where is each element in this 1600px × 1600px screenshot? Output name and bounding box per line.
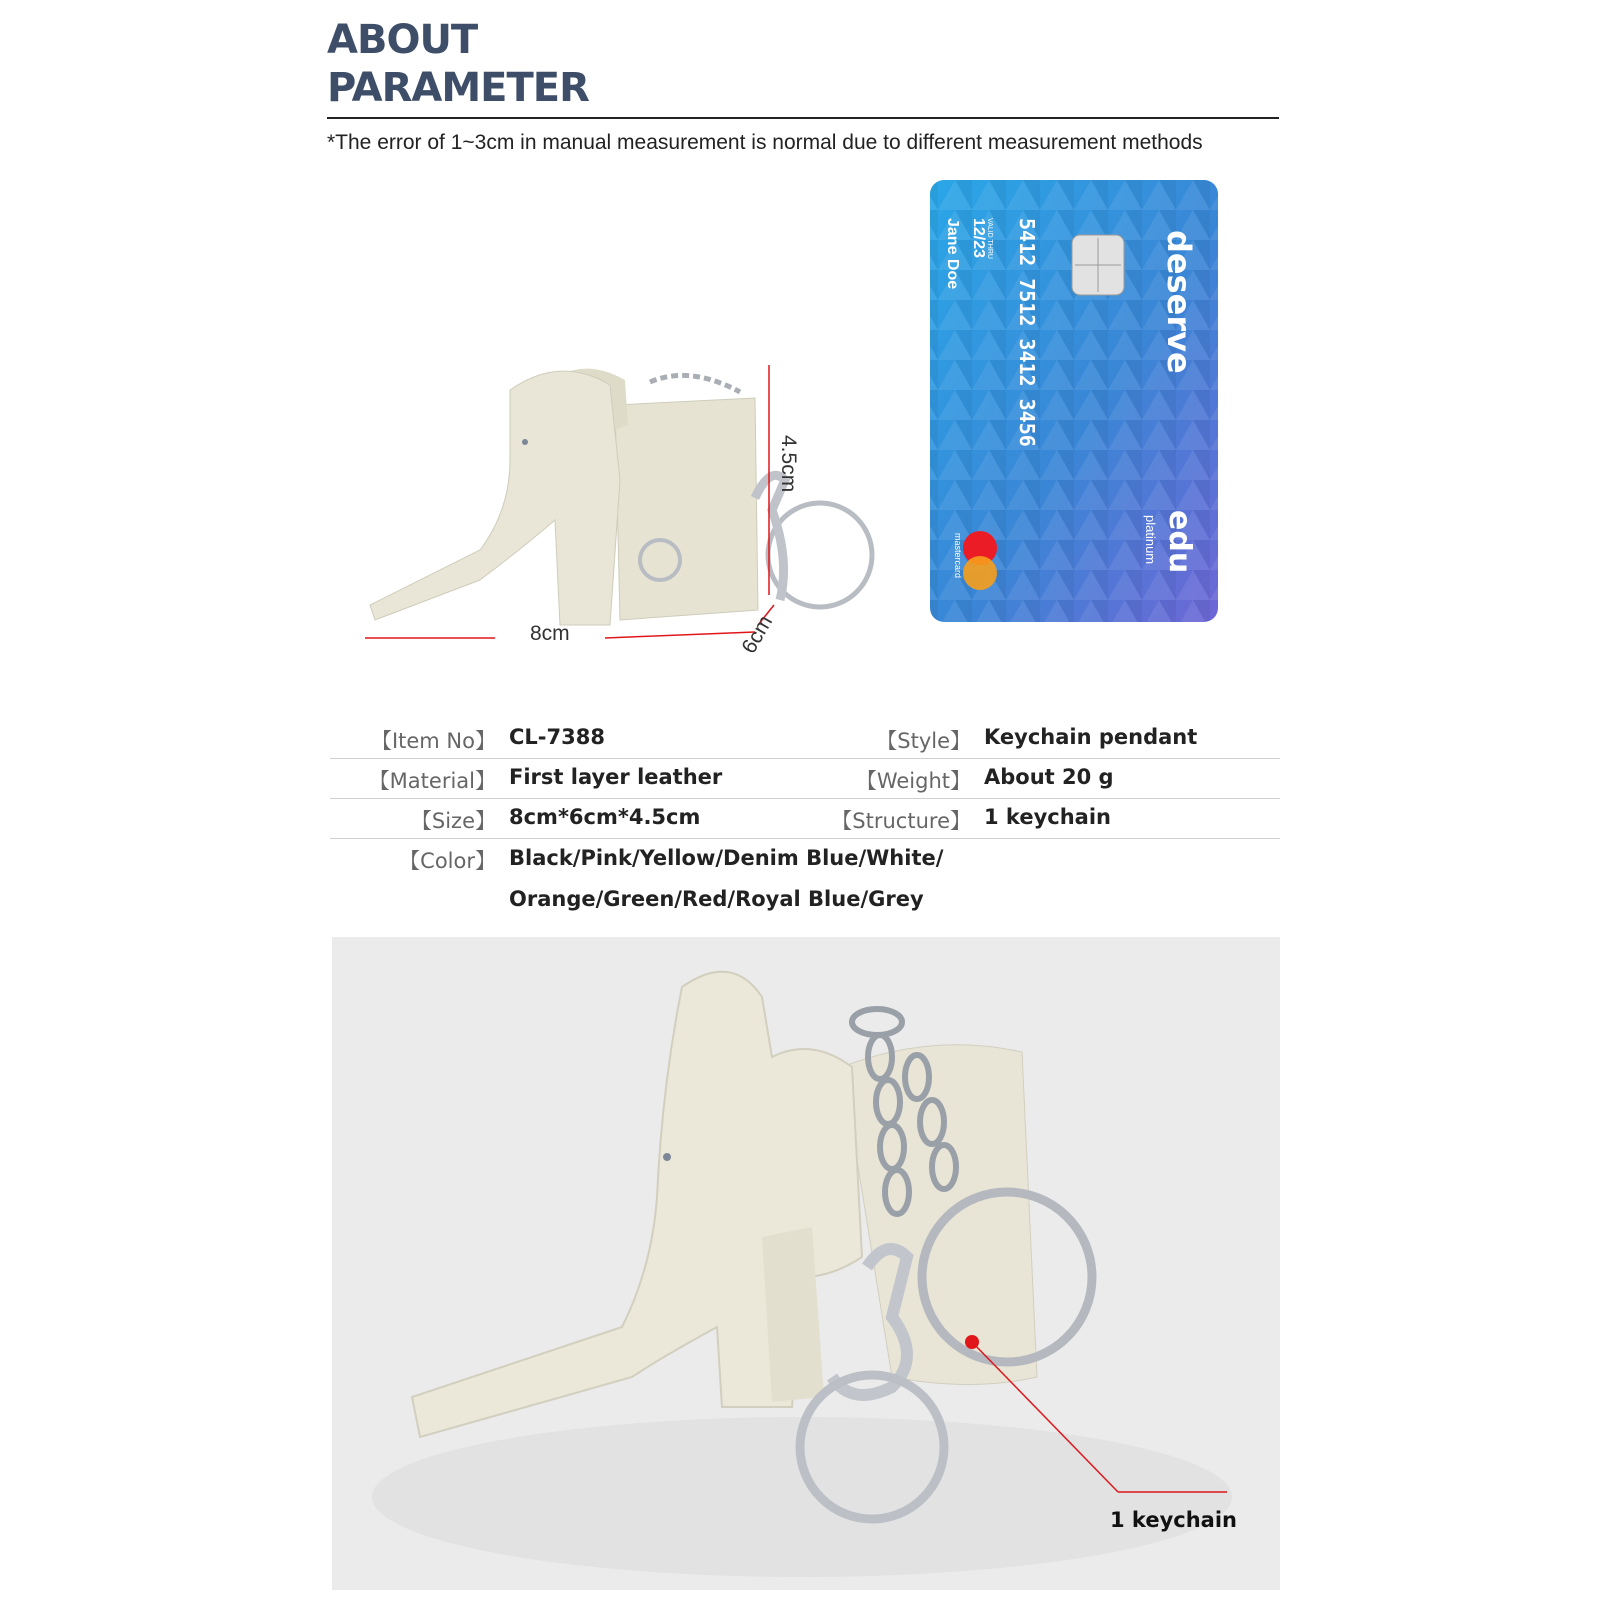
- spec-color-value-line-2: Orange/Green/Red/Royal Blue/Grey: [509, 887, 924, 911]
- card-expiry: 12/23: [970, 218, 987, 259]
- elephant-keychain-closeup-image: [332, 937, 1280, 1590]
- spec-weight-label: 【Weight】: [855, 769, 971, 793]
- spec-item-no-label: 【Item No】: [370, 729, 496, 753]
- spec-size-value: 8cm*6cm*4.5cm: [509, 805, 701, 829]
- elephant-keychain-with-card-image: [360, 180, 1280, 680]
- width-label: 6cm: [737, 611, 778, 658]
- card-network: mastercard: [953, 533, 963, 579]
- product-closeup-photo: [332, 937, 1280, 1590]
- reference-bank-card: [930, 180, 1218, 622]
- card-tier: edu: [1162, 510, 1197, 574]
- spec-row-divider: [330, 838, 1280, 839]
- page-title-line-2: PARAMETER: [327, 65, 589, 111]
- card-holder: Jane Doe: [944, 218, 961, 290]
- spec-color-label: 【Color】: [399, 849, 496, 873]
- length-label: 8cm: [530, 622, 570, 645]
- spec-row-divider: [330, 798, 1280, 799]
- product-size-illustration: [360, 180, 1280, 680]
- spec-style-label: 【Style】: [876, 729, 971, 753]
- page-title-line-1: ABOUT: [327, 17, 478, 63]
- spec-material-value: First layer leather: [509, 765, 723, 789]
- card-tier-sub: platinum: [1143, 515, 1158, 565]
- spec-item-no-value: CL-7388: [509, 725, 605, 749]
- measurement-note: *The error of 1~3cm in manual measurement is normal due to different measurement methods: [327, 131, 1203, 154]
- spec-size-label: 【Size】: [410, 809, 496, 833]
- spec-color-value-line-1: Black/Pink/Yellow/Denim Blue/White/: [509, 846, 944, 870]
- elephant-small: [370, 369, 758, 625]
- height-label: 4.5cm: [777, 435, 800, 493]
- spec-material-label: 【Material】: [368, 769, 496, 793]
- spec-structure-value: 1 keychain: [984, 805, 1111, 829]
- card-number: 5412 7512 3412 3456: [1015, 218, 1039, 447]
- callout-label: 1 keychain: [1110, 1508, 1237, 1532]
- title-divider: [327, 117, 1279, 119]
- spec-style-value: Keychain pendant: [984, 725, 1198, 749]
- spec-row-divider: [330, 758, 1280, 759]
- card-brand: deserve: [1160, 230, 1198, 374]
- spec-structure-label: 【Structure】: [831, 809, 971, 833]
- spec-weight-value: About 20 g: [984, 765, 1114, 789]
- card-valid-label: VALID THRU: [986, 218, 993, 259]
